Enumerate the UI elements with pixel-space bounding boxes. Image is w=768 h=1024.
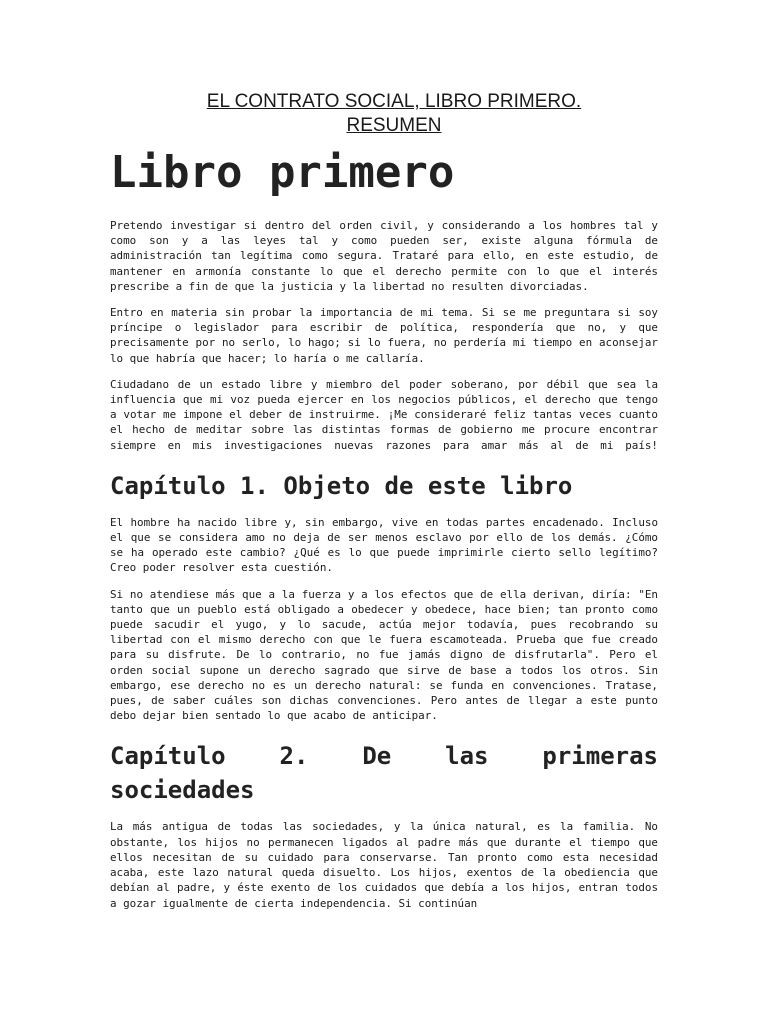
- intro-paragraph-1: Pretendo investigar si dentro del orden civil, y considerando a los hombres tal y como son y a las leyes tal y como pueden ser, existe alguna fórmula de administración tan legítima como segura. Trataré para ello, en este estudio, de mantener en armonía constante lo que el derecho permite con lo que el interés prescribe a fin de que la justicia y la libertad no resulten divorciadas.: [110, 219, 658, 293]
- chapter-2-heading-word: Capítulo: [110, 742, 226, 771]
- chapter-2-heading-word: primeras: [542, 742, 658, 771]
- chapter-1-paragraph-1: El hombre ha nacido libre y, sin embargo, vive en todas partes encadenado. Incluso el que se considera amo no deja de ser menos esclavo por ello de los demás. ¿Cómo se ha operado este cambio? ¿Qué es lo que puede imprimirle cierto sello legítimo? Creo poder resolver esta cuestión.: [110, 515, 658, 575]
- intro-paragraph-3: Ciudadano de un estado libre y miembro del poder soberano, por débil que sea la influencia que mi voz pueda ejercer en los negocios públicos, el derecho que tengo a votar me impone el deber de instruirme. ¡Me consideraré feliz tantas veces cuanto el hecho de meditar sobre las distintas formas de gobierno me procure encontrar siempre en mis investigaciones nuevas razones para amar más al de mi país!: [110, 377, 658, 452]
- chapter-1-heading: Capítulo 1. Objeto de este libro: [110, 471, 573, 500]
- chapter-2-heading-word: De: [362, 742, 392, 771]
- chapter-1-paragraph-2: Si no atendiese más que a la fuerza y a los efectos que de ella derivan, diría: "En tanto que un pueblo está obligado a obedecer y obedece, hace bien; tan pronto como puede sacudir el yugo, y lo sacude, actúa mejor todavía, pues recobrando su libertad con el mismo derecho con que le fuera escamoteada. Prueba que fue creado para su disfrute. De lo contrario, no fue jamás digno de disfrutarla". Pero el orden social supone un derecho sagrado que sirve de base a todos los otros. Sin embargo, ese derecho no es un derecho natural: se funda en convenciones. Tratase, pues, de saber cuáles son dichas convenciones. Pero antes de llegar a este punto debo dejar bien sentado lo que acabo de anticipar.: [110, 587, 658, 723]
- chapter-2-heading-word: 2.: [279, 742, 309, 771]
- document-page: [110, 90, 658, 922]
- intro-paragraph-2: Entro en materia sin probar la importancia de mi tema. Si se me preguntara si soy príncipe o legislador para escribir de política, respondería que no, y que precisamente por no serlo, lo hago; si lo fuera, no perdería mi tiempo en aconsejar lo que habría que hacer; lo haría o me callaría.: [110, 306, 658, 365]
- chapter-2-heading-word: las: [445, 742, 489, 771]
- chapter-2-paragraph-1: La más antigua de todas las sociedades, y la única natural, es la familia. No obstante, los hijos no permanecen ligados al padre más que durante el tiempo que ellos necesitan de su cuidado para conservarse. Tan pronto como esta necesidad acaba, este lazo natural queda disuelto. Los hijos, exentos de la obediencia que debían al padre, y éste exento de los cuidados que debía a los hijos, entran todos a gozar igualmente de cierta independencia. Si continúan: [110, 820, 658, 910]
- chapter-2-heading-line-1: [110, 739, 658, 773]
- main-heading: Libro primero: [110, 147, 455, 198]
- document-title: [110, 90, 658, 138]
- document-title-line-2: RESUMEN: [346, 115, 442, 136]
- document-title-line-1: EL CONTRATO SOCIAL, LIBRO PRIMERO.: [206, 91, 582, 112]
- chapter-2-heading-line-2: sociedades: [110, 776, 255, 805]
- chapter-2-heading: [110, 739, 658, 807]
